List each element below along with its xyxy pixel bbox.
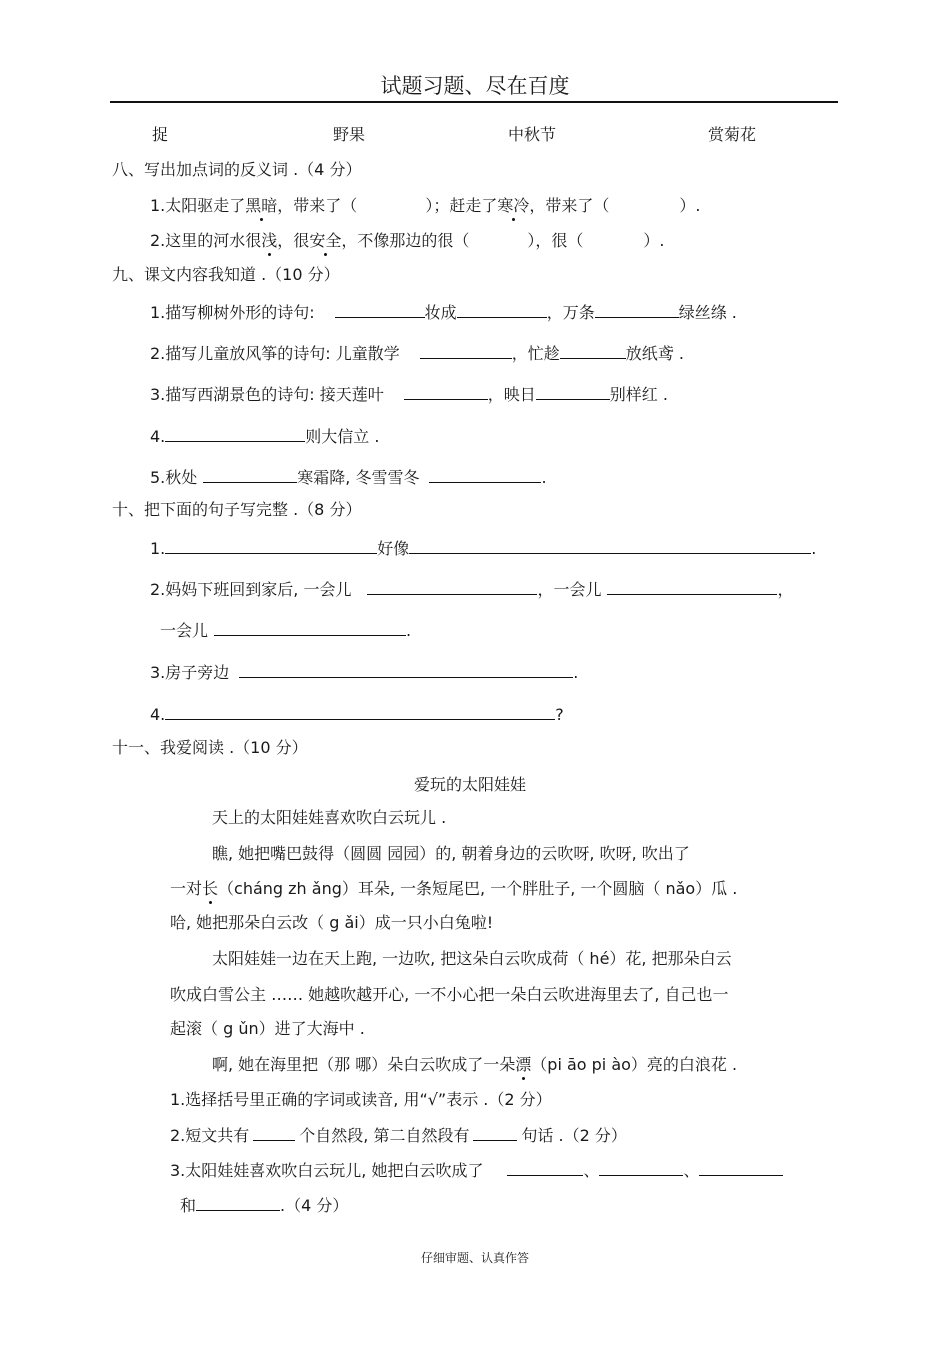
s9-question-4	[150, 426, 379, 447]
s8-question-1	[150, 196, 700, 216]
word-4: 赏菊花	[708, 125, 757, 144]
answer-blank[interactable]	[536, 384, 610, 400]
answer-blank[interactable]	[253, 1125, 295, 1141]
answer-blank[interactable]	[507, 1160, 583, 1176]
s10-q2-text-a: 2.妈妈下班回到家后, 一会儿	[150, 580, 352, 599]
story-p3-line-1: 太阳娃娃一边在天上跑, 一边吹, 把这朵白云吹成荷（ hé）花, 把那朵白云	[212, 949, 732, 968]
story-text: 啊, 她在海里把（那 哪）朵白云吹成了一朵	[212, 1055, 516, 1074]
answer-blank[interactable]	[429, 467, 541, 483]
s11-question-3	[170, 1160, 783, 1181]
section-8-heading: 八、写出加点词的反义词 .（4 分）	[112, 160, 362, 179]
s9-q1-text-b: 妆成	[424, 303, 457, 322]
s10-q4-text-a: 4.	[150, 705, 166, 724]
page-footer: 仔细审题、认真作答	[420, 1251, 529, 1265]
s8-question-2	[150, 231, 664, 251]
word-1: 捉	[152, 125, 169, 144]
answer-blank[interactable]	[239, 662, 573, 678]
s8-q2-text-c: ，不像那边的很（	[341, 231, 470, 250]
s10-question-2-cont	[160, 620, 411, 641]
s9-question-2	[150, 343, 684, 364]
section-11-heading: 十一、我爱阅读 .（10 分）	[112, 738, 308, 757]
word-2: 野果	[333, 125, 366, 144]
s11-q3b-text-b: .（4 分）	[280, 1196, 349, 1215]
answer-blank[interactable]	[165, 538, 377, 554]
dotted-word-qian: 浅	[261, 231, 278, 250]
answer-blank[interactable]	[599, 1160, 683, 1176]
s9-q1-text-a: 1.描写柳树外形的诗句:	[150, 303, 315, 322]
s9-q2-text-c: 放纸鸢 .	[625, 344, 684, 363]
story-title: 爱玩的太阳娃娃	[413, 775, 526, 794]
s8-q2-text-b: ，很	[277, 231, 310, 250]
section-10-heading: 十、把下面的句子写完整 .（8 分）	[112, 500, 362, 519]
s9-question-1	[150, 302, 737, 323]
s8-q1-text-b: ，带来了（	[277, 196, 358, 215]
answer-blank[interactable]	[196, 1195, 280, 1211]
answer-blank[interactable]	[409, 538, 811, 554]
s10-q2-text-c: ，	[777, 580, 794, 599]
s9-q5-text-a: 5.秋处	[150, 468, 198, 487]
s10-question-2	[150, 579, 793, 600]
s9-q1-text-c: ，万条	[546, 303, 595, 322]
story-text: 一对	[170, 879, 203, 898]
s10-q4-text-b: ?	[555, 705, 564, 724]
s11-question-1: 1.选择括号里正确的字词或读音, 用“√”表示 .（2 分）	[170, 1090, 552, 1109]
s11-question-2	[170, 1125, 627, 1146]
s10-q2-text-b: ，一会儿	[537, 580, 602, 599]
s9-q2-text-b: ，忙趁	[511, 344, 560, 363]
s10-question-3	[150, 662, 578, 683]
separator: 、	[583, 1161, 600, 1180]
s10-q2b-text-b: .	[406, 621, 412, 640]
answer-blank[interactable]	[404, 384, 488, 400]
page-header-title: 试题习题、尽在百度	[380, 74, 570, 98]
answer-blank[interactable]	[165, 426, 305, 442]
answer-blank[interactable]	[607, 579, 777, 595]
dotted-word-anquan: 安全	[309, 231, 342, 250]
story-text: （cháng zh ǎng）耳朵, 一条短尾巴, 一个胖肚子, 一个圆脑（ nǎo）瓜 .	[218, 879, 738, 898]
s10-question-1	[150, 538, 816, 559]
s11-q2-text-c: 句话 .（2 分）	[521, 1126, 627, 1145]
section-9-heading: 九、课文内容我知道 .（10 分）	[112, 265, 340, 284]
word-3: 中秋节	[508, 125, 557, 144]
dotted-char-chang: 长	[202, 879, 219, 898]
story-text: （pi āo pi ào）亮的白浪花 .	[531, 1055, 738, 1074]
s9-question-3	[150, 384, 668, 405]
s9-question-5	[150, 467, 547, 488]
story-p3-line-2: 吹成白雪公主 …… 她越吹越开心, 一不小心把一朵白云吹进海里去了, 自己也一	[170, 985, 729, 1004]
answer-blank[interactable]	[420, 343, 512, 359]
s9-q5-text-c: .	[541, 468, 547, 487]
s9-q1-text-d: 绿丝绦 .	[678, 303, 737, 322]
answer-blank[interactable]	[699, 1160, 783, 1176]
answer-blank[interactable]	[214, 620, 406, 636]
story-p2-line-3: 哈, 她把那朵白云改（ g ǎi）成一只小白兔啦!	[170, 913, 494, 932]
s8-q2-text-e: ）.	[643, 231, 665, 250]
s8-q1-text-c: ）；赶走了	[425, 196, 498, 215]
dotted-word-hanleng: 寒冷	[497, 196, 530, 215]
answer-blank[interactable]	[367, 579, 537, 595]
s10-q3-text-a: 3.房子旁边	[150, 663, 230, 682]
s10-q1-text-b: 好像	[377, 539, 410, 558]
dotted-word-heian: 黑暗	[245, 196, 278, 215]
s11-q2-text-a: 2.短文共有	[170, 1126, 250, 1145]
s10-q2b-text-a: 一会儿	[160, 621, 209, 640]
answer-blank[interactable]	[595, 302, 679, 318]
s8-q1-text-d: ，带来了（	[529, 196, 610, 215]
answer-blank[interactable]	[560, 343, 626, 359]
s10-question-4	[150, 704, 564, 725]
answer-blank[interactable]	[165, 704, 555, 720]
story-paragraph-4	[212, 1055, 737, 1075]
separator: 、	[683, 1161, 700, 1180]
s10-q1-text-c: .	[811, 539, 817, 558]
s11-question-3-cont	[180, 1195, 348, 1216]
s9-q5-text-b: 寒霜降, 冬雪雪冬	[297, 468, 420, 487]
s10-q1-text-a: 1.	[150, 539, 166, 558]
s8-q1-text-e: ）.	[679, 196, 701, 215]
s9-q2-text-a: 2.描写儿童放风筝的诗句: 儿童散学	[150, 344, 400, 363]
answer-blank[interactable]	[335, 302, 425, 318]
story-paragraph-1: 天上的太阳娃娃喜欢吹白云玩儿 .	[212, 808, 447, 827]
story-p2-line-2	[170, 879, 737, 899]
answer-blank[interactable]	[457, 302, 547, 318]
story-p3-line-3: 起滚（ g ǔn）进了大海中 .	[170, 1019, 365, 1038]
s10-q3-text-b: .	[573, 663, 579, 682]
s11-q3b-text-a: 和	[180, 1196, 197, 1215]
s9-q4-text-b: 则大信立 .	[305, 427, 380, 446]
s11-q3-text-a: 3.太阳娃娃喜欢吹白云玩儿, 她把白云吹成了	[170, 1161, 484, 1180]
s8-q2-text-a: 2.这里的河水很	[150, 231, 262, 250]
s9-q3-text-c: 别样红 .	[609, 385, 668, 404]
s9-q3-text-a: 3.描写西湖景色的诗句: 接天莲叶	[150, 385, 384, 404]
s11-q2-text-b: 个自然段, 第二自然段有	[299, 1126, 470, 1145]
s9-q3-text-b: ，映日	[487, 385, 536, 404]
header-divider	[110, 101, 838, 103]
s8-q1-text-a: 1.太阳驱走了	[150, 196, 246, 215]
s8-q2-text-d: ），很（	[527, 231, 584, 250]
dotted-char-piao: 漂	[515, 1055, 532, 1074]
answer-blank[interactable]	[203, 467, 297, 483]
answer-blank[interactable]	[473, 1125, 517, 1141]
s9-q4-text-a: 4.	[150, 427, 166, 446]
story-p2-line-1: 瞧, 她把嘴巴鼓得（圆圆 园园）的, 朝着身边的云吹呀, 吹呀, 吹出了	[212, 844, 690, 863]
